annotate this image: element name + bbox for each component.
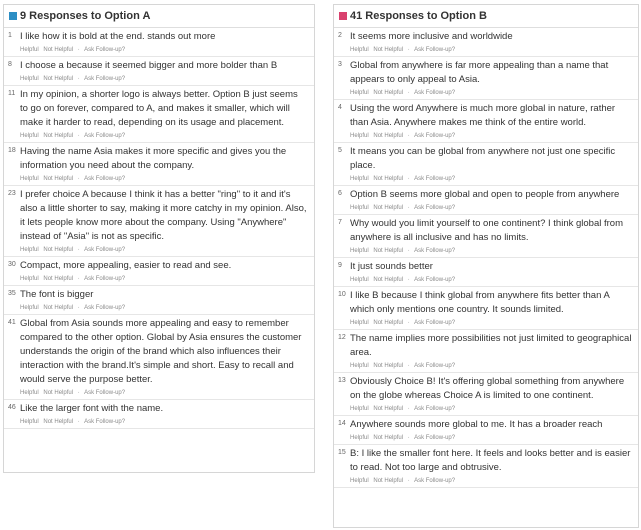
response-number: 2 (338, 32, 342, 39)
not-helpful-link[interactable]: Not Helpful (43, 76, 74, 82)
action-separator: · (77, 305, 80, 311)
response-item (334, 258, 638, 287)
not-helpful-link[interactable]: Not Helpful (373, 363, 404, 369)
helpful-link[interactable]: Helpful (20, 276, 39, 282)
response-text: Compact, more appealing, easier to read and see. (20, 260, 232, 271)
response-text: I choose a because it seemed bigger and more bolder than B (20, 60, 278, 71)
response-item (334, 330, 638, 373)
ask-follow-up-link[interactable]: Ask Follow-up? (414, 176, 456, 182)
response-item (334, 143, 638, 186)
response-number: 18 (8, 147, 16, 154)
response-item (334, 100, 638, 143)
response-actions (8, 46, 308, 54)
response-number: 10 (338, 291, 346, 298)
response-item (334, 287, 638, 330)
response-item (4, 143, 314, 186)
response-actions (338, 247, 632, 255)
response-text: Why would you limit yourself to one continent? I think global from anywhere is all inclusive and has no limits. (350, 218, 623, 243)
not-helpful-link[interactable]: Not Helpful (373, 205, 404, 211)
response-text: In my opinion, a shorter logo is always better. Option B just seems to go on forever, compared to A, and makes it smaller, which will make it harder to read, depending on its usage and placement. (20, 89, 298, 128)
option-b-response-list (334, 28, 638, 488)
option-a-color-swatch (9, 12, 17, 20)
response-item (334, 416, 638, 445)
response-number: 12 (338, 334, 346, 341)
response-text: Using the word Anywhere is much more global in nature, rather than Asia. Anywhere makes me think of the entire world. (350, 103, 616, 128)
helpful-link[interactable]: Helpful (350, 435, 369, 441)
ask-follow-up-link[interactable]: Ask Follow-up? (414, 47, 456, 53)
option-b-header (334, 5, 638, 28)
not-helpful-link[interactable]: Not Helpful (373, 248, 404, 254)
response-text: It seems more inclusive and worldwide (350, 31, 513, 42)
not-helpful-link[interactable]: Not Helpful (373, 478, 404, 484)
response-actions (338, 434, 632, 442)
not-helpful-link[interactable]: Not Helpful (373, 406, 404, 412)
response-text: Obviously Choice B! It's offering global something from anywhere on the globe whereas Choice A is limited to one continent. (350, 376, 625, 401)
response-item (4, 57, 314, 86)
action-separator: · (407, 435, 410, 441)
response-item (334, 445, 638, 488)
not-helpful-link[interactable]: Not Helpful (373, 47, 404, 53)
ask-follow-up-link[interactable]: Ask Follow-up? (84, 419, 126, 425)
action-separator: · (77, 419, 80, 425)
response-number: 23 (8, 190, 16, 197)
response-item (334, 28, 638, 57)
not-helpful-link[interactable]: Not Helpful (373, 277, 404, 283)
helpful-link[interactable]: Helpful (350, 47, 369, 53)
not-helpful-link[interactable]: Not Helpful (43, 247, 74, 253)
response-text: It just sounds better (350, 261, 433, 272)
action-separator: · (407, 406, 410, 412)
helpful-link[interactable]: Helpful (350, 248, 369, 254)
not-helpful-link[interactable]: Not Helpful (373, 90, 404, 96)
action-separator: · (77, 133, 80, 139)
action-separator: · (77, 47, 80, 53)
helpful-link[interactable]: Helpful (20, 419, 39, 425)
response-item (4, 86, 314, 143)
ask-follow-up-link[interactable]: Ask Follow-up? (84, 176, 126, 182)
action-separator: · (407, 133, 410, 139)
helpful-link[interactable]: Helpful (20, 247, 39, 253)
option-a-response-list (4, 28, 314, 429)
response-actions (338, 46, 632, 54)
not-helpful-link[interactable]: Not Helpful (43, 419, 74, 425)
helpful-link[interactable]: Helpful (350, 205, 369, 211)
response-actions (8, 132, 308, 140)
response-item (4, 28, 314, 57)
response-actions (8, 75, 308, 83)
option-b-title: 41 Responses to Option B (350, 10, 487, 22)
response-actions (338, 204, 632, 212)
response-actions (338, 132, 632, 140)
ask-follow-up-link[interactable]: Ask Follow-up? (84, 390, 126, 396)
response-actions (8, 175, 308, 183)
option-b-color-swatch (339, 12, 347, 20)
response-text: Having the name Asia makes it more specific and gives you the information you need about the company. (20, 146, 287, 171)
response-item (334, 215, 638, 258)
helpful-link[interactable]: Helpful (350, 277, 369, 283)
response-actions (338, 175, 632, 183)
response-text: Like the larger font with the name. (20, 403, 164, 414)
helpful-link[interactable]: Helpful (350, 406, 369, 412)
ask-follow-up-link[interactable]: Ask Follow-up? (84, 305, 126, 311)
response-item (4, 315, 314, 400)
ask-follow-up-link[interactable]: Ask Follow-up? (414, 248, 456, 254)
response-actions (338, 405, 632, 413)
response-number: 46 (8, 404, 16, 411)
action-separator: · (407, 478, 410, 484)
ask-follow-up-link[interactable]: Ask Follow-up? (84, 47, 126, 53)
ask-follow-up-link[interactable]: Ask Follow-up? (84, 247, 126, 253)
ask-follow-up-link[interactable]: Ask Follow-up? (414, 363, 456, 369)
ask-follow-up-link[interactable]: Ask Follow-up? (84, 133, 126, 139)
action-separator: · (407, 248, 410, 254)
helpful-link[interactable]: Helpful (20, 176, 39, 182)
response-item (4, 257, 314, 286)
not-helpful-link[interactable]: Not Helpful (373, 176, 404, 182)
ask-follow-up-link[interactable]: Ask Follow-up? (414, 406, 456, 412)
response-text: Anywhere sounds more global to me. It has a broader reach (350, 419, 603, 430)
action-separator: · (77, 76, 80, 82)
not-helpful-link[interactable]: Not Helpful (43, 133, 74, 139)
action-separator: · (77, 247, 80, 253)
helpful-link[interactable]: Helpful (350, 90, 369, 96)
response-text: It means you can be global from anywhere not just one specific place. (350, 146, 616, 171)
ask-follow-up-link[interactable]: Ask Follow-up? (414, 435, 456, 441)
response-actions (8, 246, 308, 254)
response-number: 8 (8, 61, 12, 68)
action-separator: · (77, 390, 80, 396)
response-number: 15 (338, 449, 346, 456)
action-separator: · (77, 176, 80, 182)
helpful-link[interactable]: Helpful (350, 320, 369, 326)
ask-follow-up-link[interactable]: Ask Follow-up? (414, 90, 456, 96)
response-actions (8, 389, 308, 397)
action-separator: · (77, 276, 80, 282)
response-number: 11 (8, 90, 16, 97)
response-actions (338, 477, 632, 485)
response-item (4, 400, 314, 429)
not-helpful-link[interactable]: Not Helpful (43, 305, 74, 311)
helpful-link[interactable]: Helpful (20, 305, 39, 311)
helpful-link[interactable]: Helpful (350, 478, 369, 484)
not-helpful-link[interactable]: Not Helpful (43, 390, 74, 396)
response-actions (8, 304, 308, 312)
not-helpful-link[interactable]: Not Helpful (373, 133, 404, 139)
response-actions (338, 276, 632, 284)
action-separator: · (407, 205, 410, 211)
action-separator: · (407, 90, 410, 96)
response-text: Global from anywhere is far more appealing than a name that appears to only appeal to Asia. (350, 60, 609, 85)
response-item (334, 186, 638, 215)
helpful-link[interactable]: Helpful (20, 47, 39, 53)
response-actions (338, 362, 632, 370)
not-helpful-link[interactable]: Not Helpful (43, 47, 74, 53)
ask-follow-up-link[interactable]: Ask Follow-up? (84, 276, 126, 282)
response-text: The font is bigger (20, 289, 94, 300)
helpful-link[interactable]: Helpful (350, 176, 369, 182)
action-separator: · (407, 320, 410, 326)
response-text: I like B because I think global from anywhere fits better than A which only mentions one country. It sounds limited. (350, 290, 610, 315)
action-separator: · (407, 277, 410, 283)
not-helpful-link[interactable]: Not Helpful (373, 320, 404, 326)
response-number: 9 (338, 262, 342, 269)
helpful-link[interactable]: Helpful (20, 76, 39, 82)
ask-follow-up-link[interactable]: Ask Follow-up? (414, 133, 456, 139)
response-number: 14 (338, 420, 346, 427)
response-text: Option B seems more global and open to people from anywhere (350, 189, 620, 200)
response-number: 6 (338, 190, 342, 197)
response-number: 13 (338, 377, 346, 384)
option-a-header (4, 5, 314, 28)
response-number: 35 (8, 290, 16, 297)
ask-follow-up-link[interactable]: Ask Follow-up? (414, 277, 456, 283)
response-text: I prefer choice A because I think it has a better "ring" to it and it's also a little shorter to say, making it more catchy in my opinion. Also, it lets people know more about the company. Using "Anywhere" instead of "Asia" is not as specific. (20, 189, 307, 242)
ask-follow-up-link[interactable]: Ask Follow-up? (414, 478, 456, 484)
helpful-link[interactable]: Helpful (20, 133, 39, 139)
response-number: 7 (338, 219, 342, 226)
response-actions (338, 319, 632, 327)
option-a-title: 9 Responses to Option A (20, 10, 151, 22)
response-text: I like how it is bold at the end. stands out more (20, 31, 216, 42)
response-number: 41 (8, 319, 16, 326)
response-actions (338, 89, 632, 97)
response-number: 4 (338, 104, 342, 111)
action-separator: · (407, 176, 410, 182)
helpful-link[interactable]: Helpful (350, 133, 369, 139)
response-item (334, 373, 638, 416)
response-actions (8, 275, 308, 283)
response-item (334, 57, 638, 100)
response-text: B: I like the smaller font here. It feels and looks better and is easier to read. Not too large and obtrusive. (350, 448, 631, 473)
action-separator: · (407, 363, 410, 369)
response-number: 5 (338, 147, 342, 154)
response-number: 30 (8, 261, 16, 268)
not-helpful-link[interactable]: Not Helpful (43, 176, 74, 182)
response-text: Global from Asia sounds more appealing and easy to remember compared to the other option. Global by Asia ensures the customer understands the origin of the brand which also influences their interaction with the brand.It's simple and short. Easy to recall and would serve the purpose better. (20, 318, 302, 385)
response-actions (8, 418, 308, 426)
ask-follow-up-link[interactable]: Ask Follow-up? (414, 320, 456, 326)
option-b-panel (333, 4, 639, 528)
response-item (4, 286, 314, 315)
not-helpful-link[interactable]: Not Helpful (373, 435, 404, 441)
not-helpful-link[interactable]: Not Helpful (43, 276, 74, 282)
helpful-link[interactable]: Helpful (350, 363, 369, 369)
response-number: 3 (338, 61, 342, 68)
response-item (4, 186, 314, 257)
option-a-panel (3, 4, 315, 473)
action-separator: · (407, 47, 410, 53)
helpful-link[interactable]: Helpful (20, 390, 39, 396)
response-text: The name implies more possibilities not just limited to geographical area. (350, 333, 632, 358)
ask-follow-up-link[interactable]: Ask Follow-up? (414, 205, 456, 211)
ask-follow-up-link[interactable]: Ask Follow-up? (84, 76, 126, 82)
response-number: 1 (8, 32, 12, 39)
